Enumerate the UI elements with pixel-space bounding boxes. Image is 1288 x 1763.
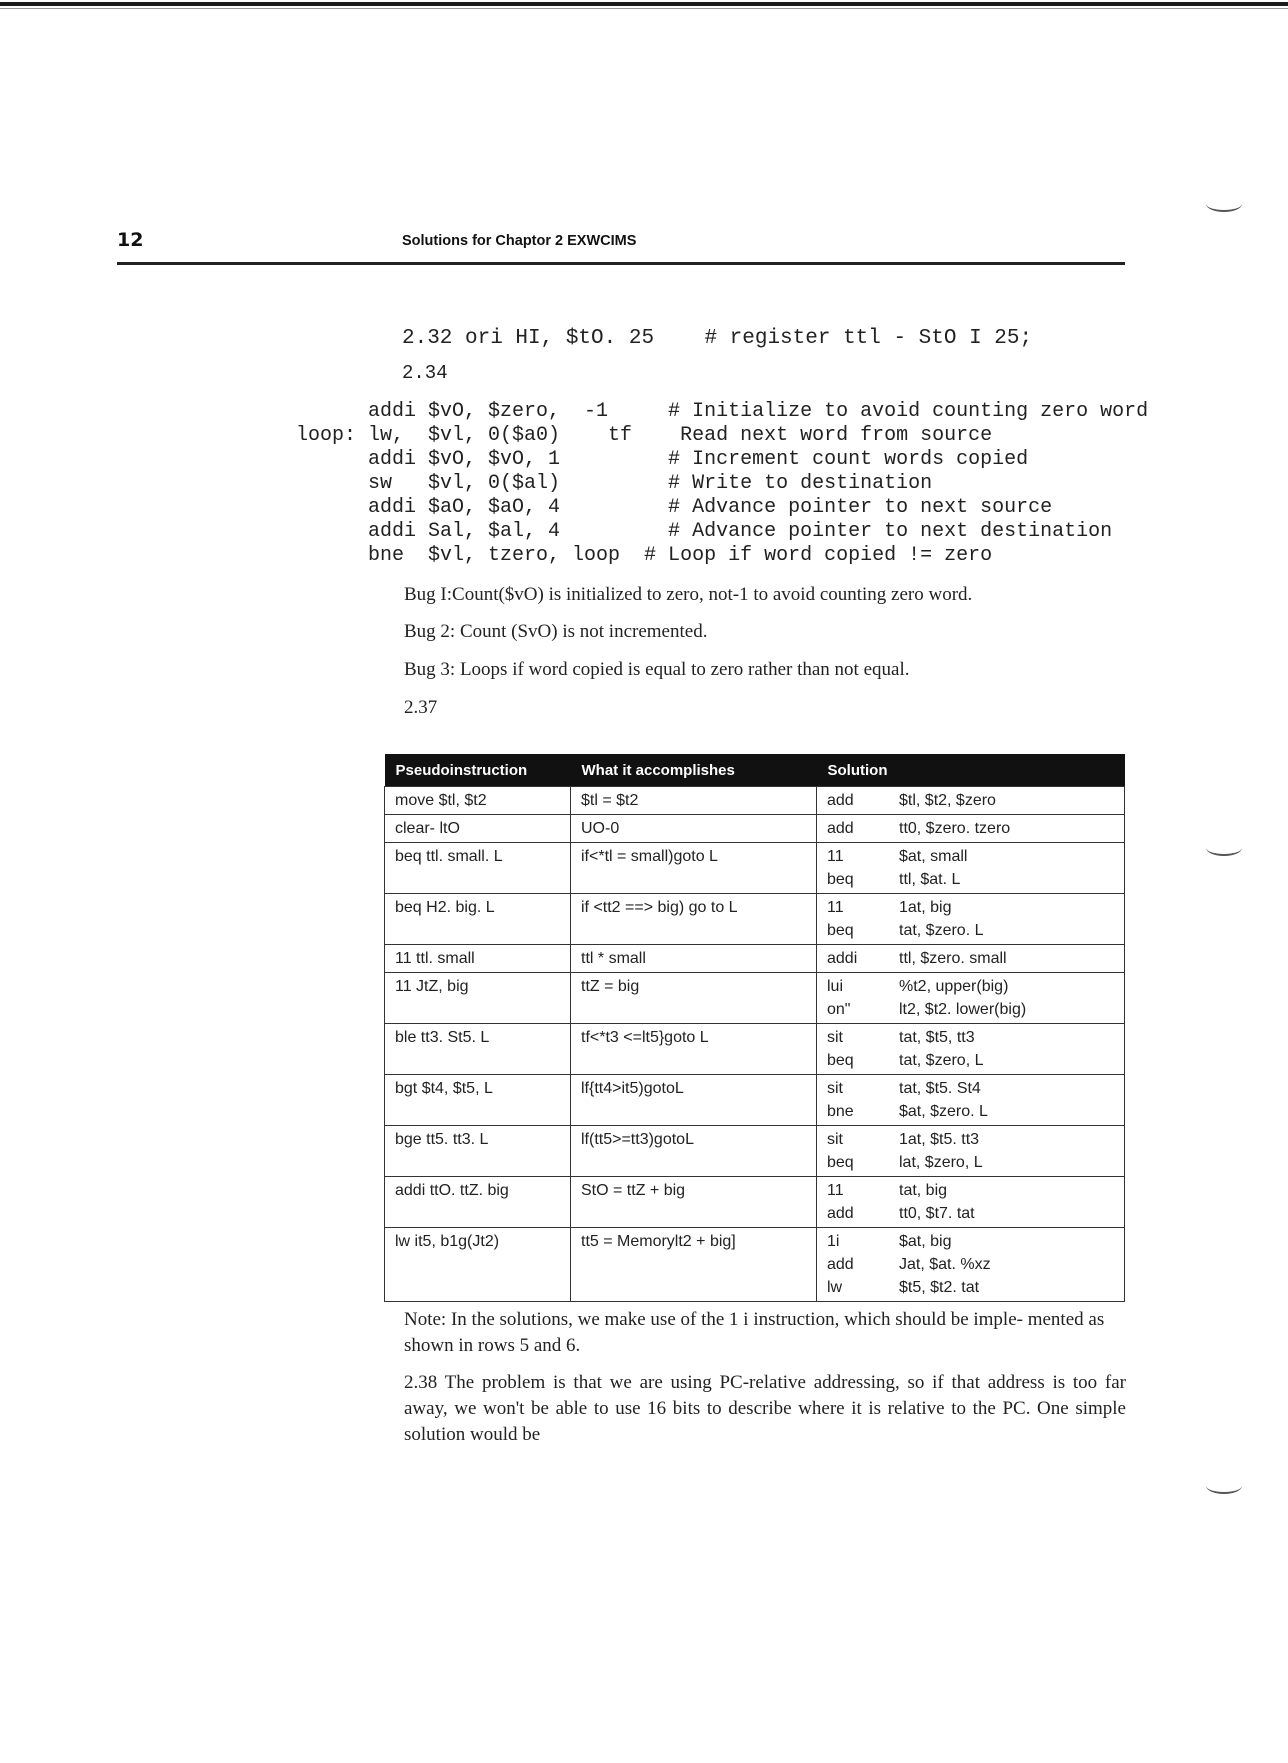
solution-operands: ttl, $zero. small [899,950,1007,967]
pseudo-cell: move $tl, $t2 [385,787,571,815]
exercise-2-37-label: 2.37 [404,697,438,718]
solution-opcode: 1i [827,1233,840,1250]
solution-line [827,789,1114,812]
solution-opcode: sit [827,1131,843,1148]
pseudo-cell: 11 ttl. small [385,945,571,973]
solution-line [827,1253,1114,1276]
solution-line [827,1077,1114,1100]
table-row [385,945,1125,973]
solution-opcode: add [827,792,854,809]
what-cell: UO-0 [571,815,817,843]
header-rule [117,262,1125,265]
solution-operands: $at, big [899,1233,952,1250]
table-row [385,1177,1125,1228]
solution-opcode: lui [827,978,844,995]
solution-operands: $tl, $t2, $zero [899,792,996,809]
solution-line [827,947,1114,970]
table-row [385,843,1125,894]
solution-operands: $t5, $t2. tat [899,1279,980,1296]
pseudo-cell: bge tt5. tt3. L [385,1126,571,1177]
solution-cell [817,1228,1125,1302]
what-cell: lf{tt4>it5)gotoL [571,1075,817,1126]
solution-operands: ttl, $at. L [899,871,961,888]
solution-line [827,817,1114,840]
solution-opcode: on" [827,1001,851,1018]
what-cell: if <tt2 ==> big) go to L [571,894,817,945]
solution-operands: 1at, $t5. tt3 [899,1131,980,1148]
code-line: addi Sal, $al, 4 # Advance pointer to next destination [296,520,1113,543]
solution-line [827,975,1114,998]
pseudo-cell: clear- ltO [385,815,571,843]
solution-cell [817,843,1125,894]
table-header-row [385,754,1125,787]
table-row [385,1075,1125,1126]
solution-cell [817,894,1125,945]
solution-cell [817,1177,1125,1228]
what-cell: ttZ = big [571,973,817,1024]
top-scan-rule [0,2,1288,6]
solution-operands: tt0, $t7. tat [899,1205,975,1222]
code-line: loop: lw, $vl, 0($a0) tf Read next word from source [296,424,993,447]
solution-opcode: 11 [827,1182,844,1199]
solution-operands: tat, big [899,1182,948,1199]
solution-operands: tat, $t5. St4 [899,1080,981,1097]
code-line: addi $vO, $zero, -1 # Initialize to avoid counting zero word [296,400,1149,423]
solution-opcode: addi [827,950,858,967]
what-cell: ttl * small [571,945,817,973]
top-scan-rule-thin [0,8,1288,9]
solution-operands: tt0, $zero. tzero [899,820,1011,837]
solution-opcode: 11 [827,848,844,865]
solution-cell [817,973,1125,1024]
solution-line [827,1151,1114,1174]
solution-cell [817,1126,1125,1177]
solution-line [827,1049,1114,1072]
solution-cell [817,787,1125,815]
solution-operands: $at, $zero. L [899,1103,988,1120]
code-listing [296,400,1148,568]
solution-opcode: lw [827,1279,843,1296]
code-line: addi $aO, $aO, 4 # Advance pointer to next source [296,496,1053,519]
table-row [385,1126,1125,1177]
solution-operands: lt2, $t2. lower(big) [899,1001,1027,1018]
exercise-2-32: 2.32 ori HI, $tO. 25 # register ttl - StO I 25; [402,327,1033,350]
solution-operands: tat, $zero. L [899,922,984,939]
solution-opcode: sit [827,1080,843,1097]
solution-operands: 1at, big [899,899,952,916]
what-cell: $tl = $t2 [571,787,817,815]
solution-cell [817,1024,1125,1075]
solution-line [827,1100,1114,1123]
scan-artifact [1206,196,1242,212]
solution-operands: lat, $zero, L [899,1154,983,1171]
exercise-2-34-label: 2.34 [402,362,448,384]
what-cell: lf(tt5>=tt3)gotoL [571,1126,817,1177]
solution-cell [817,945,1125,973]
pseudo-cell: addi ttO. ttZ. big [385,1177,571,1228]
pseudo-cell: beq H2. big. L [385,894,571,945]
note-paragraph: Note: In the solutions, we make use of the 1 i instruction, which should be imple- mented as shown in rows 5 and 6. [404,1309,1105,1356]
solution-opcode: sit [827,1029,843,1046]
solution-line [827,1026,1114,1049]
solution-operands: %t2, upper(big) [899,978,1009,995]
scan-artifact [1206,840,1242,856]
solution-operands: tat, $zero, L [899,1052,984,1069]
table-row [385,815,1125,843]
solution-line [827,1202,1114,1225]
table-row [385,787,1125,815]
table-row [385,1228,1125,1302]
solution-opcode: add [827,1205,854,1222]
running-title: Solutions for Chaptor 2 EXWCIMS [402,233,637,249]
solution-operands: $at, small [899,848,968,865]
solution-operands: tat, $t5, tt3 [899,1029,975,1046]
bug-3: Bug 3: Loops if word copied is equal to zero rather than not equal. [404,659,910,680]
solution-line [827,919,1114,942]
bug-1: Bug I:Count($vO) is initialized to zero, not-1 to avoid counting zero word. [404,584,973,605]
pseudo-cell: ble tt3. St5. L [385,1024,571,1075]
table-row [385,1024,1125,1075]
solution-opcode: add [827,820,854,837]
solution-cell [817,1075,1125,1126]
what-cell: if<*tl = small)goto L [571,843,817,894]
solution-line [827,845,1114,868]
what-cell: tt5 = Memorylt2 + big] [571,1228,817,1302]
table-row [385,894,1125,945]
pseudoinstruction-table [384,754,1125,1302]
page-number: 12 [117,229,144,251]
solution-opcode: beq [827,922,854,939]
scan-artifact [1206,1478,1242,1494]
table-row [385,973,1125,1024]
exercise-2-38: 2.38 The problem is that we are using PC-relative addressing, so if that address is too far away, we won't be able to use 16 bits to describe where it is relative to the PC. One simple solution would be [404,1372,1126,1445]
header-pseudoinstruction: Pseudoinstruction [385,754,571,787]
solution-cell [817,815,1125,843]
solution-line [827,1179,1114,1202]
solution-line [827,868,1114,891]
code-line: bne $vl, tzero, loop # Loop if word copied != zero [296,544,993,567]
pseudo-cell: beq ttl. small. L [385,843,571,894]
pseudo-cell: 11 JtZ, big [385,973,571,1024]
solution-opcode: add [827,1256,854,1273]
solution-line [827,896,1114,919]
solution-opcode: beq [827,871,854,888]
solution-opcode: beq [827,1154,854,1171]
solution-opcode: beq [827,1052,854,1069]
solution-opcode: bne [827,1103,854,1120]
what-cell: StO = ttZ + big [571,1177,817,1228]
solution-operands: Jat, $at. %xz [899,1256,991,1273]
solution-opcode: 11 [827,899,844,916]
solution-line [827,998,1114,1021]
solution-line [827,1128,1114,1151]
code-line: addi $vO, $vO, 1 # Increment count words copied [296,448,1029,471]
solution-line [827,1276,1114,1299]
pseudo-cell: bgt $t4, $t5, L [385,1075,571,1126]
pseudo-cell: lw it5, b1g(Jt2) [385,1228,571,1302]
header-solution: Solution [817,754,1125,787]
header-what-it-accomplishes: What it accomplishes [571,754,817,787]
solution-line [827,1230,1114,1253]
bug-2: Bug 2: Count (SvO) is not incremented. [404,621,708,642]
code-line: sw $vl, 0($al) # Write to destination [296,472,933,495]
what-cell: tf<*t3 <=lt5}goto L [571,1024,817,1075]
